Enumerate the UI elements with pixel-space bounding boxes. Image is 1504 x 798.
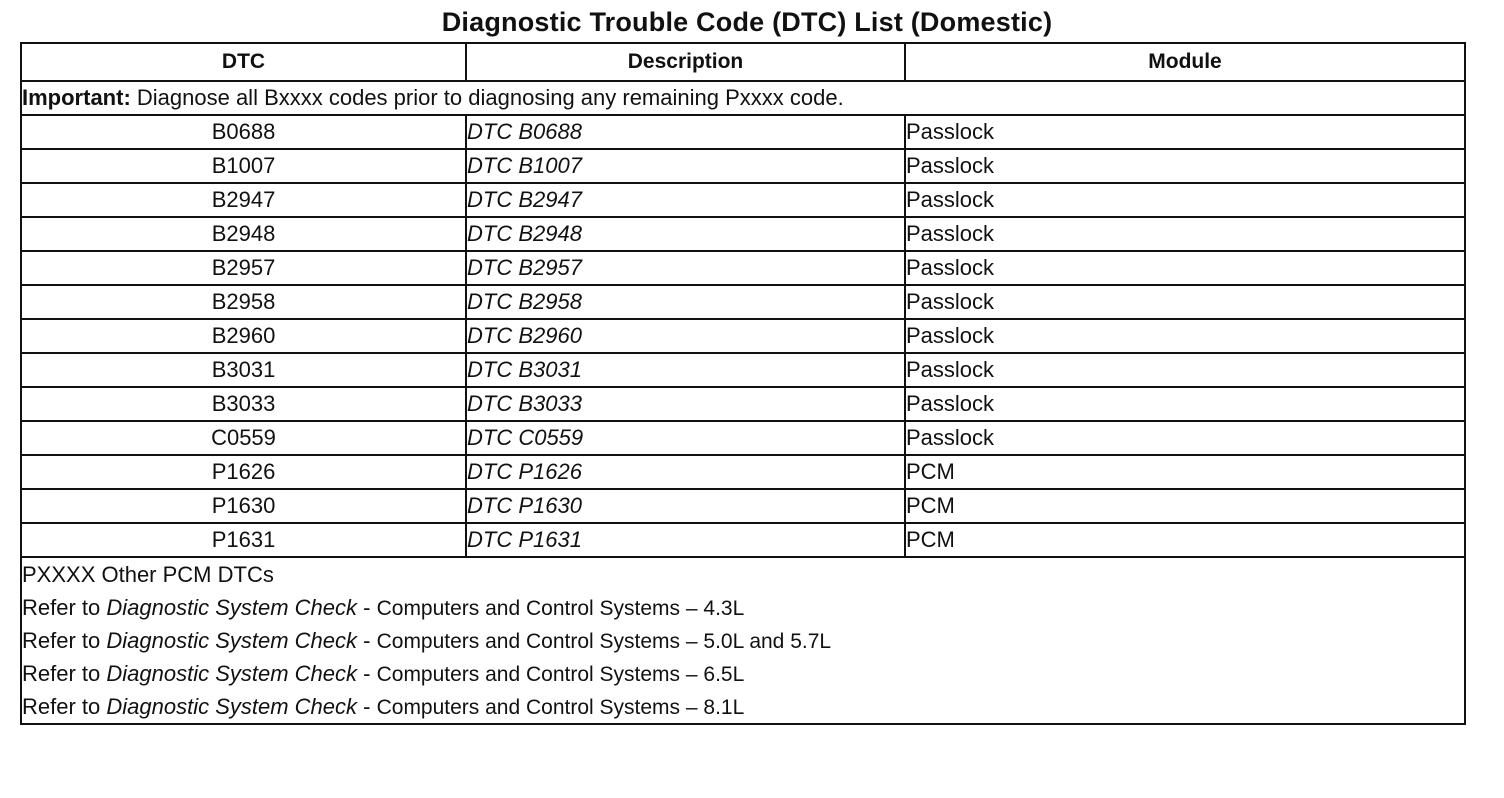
reference-prefix: Refer to [22, 628, 107, 653]
diagnostic-system-check-link: Diagnostic System Check [106, 628, 358, 653]
table-row [21, 285, 1465, 319]
table-row [21, 115, 1465, 149]
description-cell: DTC B2958 [466, 285, 905, 319]
important-note-row [21, 81, 1465, 115]
module-cell: PCM [905, 523, 1465, 557]
reference-separator: - [357, 628, 377, 653]
reference-suffix: Computers and Control Systems – 8.1L [376, 696, 745, 719]
reference-suffix: Computers and Control Systems – 4.3L [376, 597, 745, 620]
table-row [21, 319, 1465, 353]
table-row [21, 217, 1465, 251]
table-row [21, 523, 1465, 557]
column-header-description: Description [466, 43, 905, 81]
reference-line [22, 657, 1464, 690]
reference-prefix: Refer to [22, 694, 107, 719]
description-cell: DTC P1626 [466, 455, 905, 489]
references-row [21, 557, 1465, 724]
description-cell: DTC B2948 [466, 217, 905, 251]
table-row [21, 183, 1465, 217]
description-cell: DTC P1631 [466, 523, 905, 557]
description-cell: DTC P1630 [466, 489, 905, 523]
page-title: Diagnostic Trouble Code (DTC) List (Domestic) [441, 7, 1053, 37]
description-cell: DTC B0688 [466, 115, 905, 149]
table-row [21, 387, 1465, 421]
diagnostic-system-check-link: Diagnostic System Check [106, 595, 358, 620]
module-cell: PCM [905, 455, 1465, 489]
diagnostic-system-check-link: Diagnostic System Check [106, 661, 358, 686]
important-note [21, 81, 1465, 115]
other-pcm-dtcs-heading: PXXXX Other PCM DTCs [22, 562, 274, 587]
dtc-code-cell: P1626 [21, 455, 466, 489]
module-cell: Passlock [905, 421, 1465, 455]
dtc-code-cell: B2948 [21, 217, 466, 251]
dtc-code-cell: B2960 [21, 319, 466, 353]
module-cell: Passlock [905, 217, 1465, 251]
reference-separator: - [357, 595, 377, 620]
table-header-row [21, 43, 1465, 81]
module-cell: Passlock [905, 353, 1465, 387]
reference-line [22, 624, 1464, 657]
description-cell: DTC B1007 [466, 149, 905, 183]
table-row [21, 421, 1465, 455]
reference-line [22, 591, 1464, 624]
reference-line [22, 690, 1464, 723]
dtc-code-cell: C0559 [21, 421, 466, 455]
dtc-code-cell: P1631 [21, 523, 466, 557]
module-cell: PCM [905, 489, 1465, 523]
description-cell: DTC C0559 [466, 421, 905, 455]
module-cell: Passlock [905, 251, 1465, 285]
module-cell: Passlock [905, 387, 1465, 421]
module-cell: Passlock [905, 285, 1465, 319]
column-header-dtc: DTC [21, 43, 466, 81]
reference-prefix: Refer to [22, 661, 107, 686]
dtc-code-cell: B2958 [21, 285, 466, 319]
diagnostic-system-check-link: Diagnostic System Check [106, 694, 358, 719]
dtc-code-cell: B1007 [21, 149, 466, 183]
module-cell: Passlock [905, 149, 1465, 183]
dtc-code-cell: B0688 [21, 115, 466, 149]
module-cell: Passlock [905, 319, 1465, 353]
dtc-table [20, 42, 1466, 725]
table-row [21, 251, 1465, 285]
reference-suffix: Computers and Control Systems – 5.0L and 5.7L [376, 630, 832, 653]
dtc-code-cell: B3031 [21, 353, 466, 387]
dtc-code-cell: B3033 [21, 387, 466, 421]
reference-separator: - [357, 661, 377, 686]
table-row [21, 455, 1465, 489]
important-text: Diagnose all Bxxxx codes prior to diagnosing any remaining Pxxxx code. [130, 85, 844, 110]
dtc-code-cell: B2957 [21, 251, 466, 285]
module-cell: Passlock [905, 115, 1465, 149]
column-header-module: Module [905, 43, 1465, 81]
reference-prefix: Refer to [22, 595, 107, 620]
table-row [21, 489, 1465, 523]
dtc-code-cell: P1630 [21, 489, 466, 523]
description-cell: DTC B2960 [466, 319, 905, 353]
description-cell: DTC B2947 [466, 183, 905, 217]
reference-separator: - [357, 694, 377, 719]
references-list [22, 591, 1464, 723]
description-cell: DTC B3031 [466, 353, 905, 387]
references-cell [21, 557, 1465, 724]
dtc-code-cell: B2947 [21, 183, 466, 217]
reference-suffix: Computers and Control Systems – 6.5L [376, 663, 745, 686]
description-cell: DTC B2957 [466, 251, 905, 285]
table-row [21, 353, 1465, 387]
important-label: Important: [22, 85, 131, 110]
module-cell: Passlock [905, 183, 1465, 217]
description-cell: DTC B3033 [466, 387, 905, 421]
table-row [21, 149, 1465, 183]
